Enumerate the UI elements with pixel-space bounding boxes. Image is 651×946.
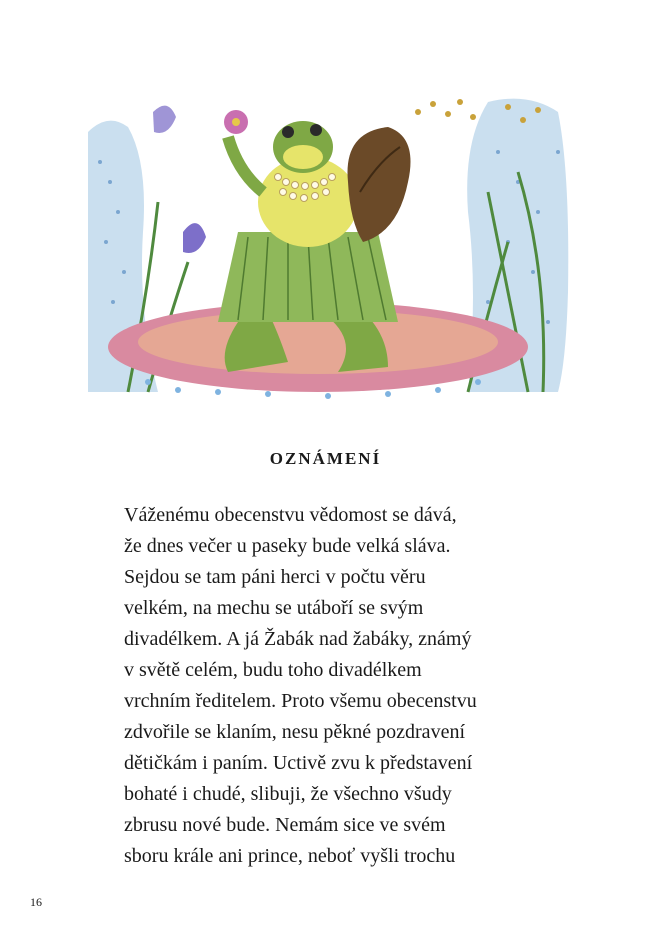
bellflower <box>183 223 206 253</box>
body-text <box>124 500 544 872</box>
text-line: divadélkem. A já Žabák nad žabáky, známý <box>124 628 472 650</box>
leaf-fan <box>348 127 411 242</box>
text-line: zbrusu nové bude. Nemám sice ve svém <box>124 814 446 836</box>
text-line: dětičkám i paním. Uctivě zvu k představení <box>124 752 473 774</box>
text-line: Sejdou se tam páni herci v počtu věru <box>124 566 426 588</box>
text-line: zdvořile se klaním, nesu pěkné pozdravení <box>124 721 465 743</box>
text-line: velkém, na mechu se utáboří se svým <box>124 597 424 619</box>
bellflower <box>153 106 176 133</box>
text-line: bohaté i chudé, slibuji, že všechno všudy <box>124 783 452 805</box>
text-line: Váženému obecenstvu vědomost se dává, <box>124 504 457 526</box>
pink-flower <box>224 110 248 134</box>
text-line: že dnes večer u paseky bude velká sláva. <box>124 535 451 557</box>
text-line: vrchním ředitelem. Proto všemu obecenstvu <box>124 690 477 712</box>
page-title: OZNÁMENÍ <box>269 449 382 468</box>
text-line: sboru krále ani prince, neboť vyšli trochu <box>124 845 456 867</box>
page-number: 16 <box>30 895 42 909</box>
text-line: v světě celém, budu toho divadélkem <box>124 659 422 681</box>
frog-illustration <box>88 92 570 414</box>
